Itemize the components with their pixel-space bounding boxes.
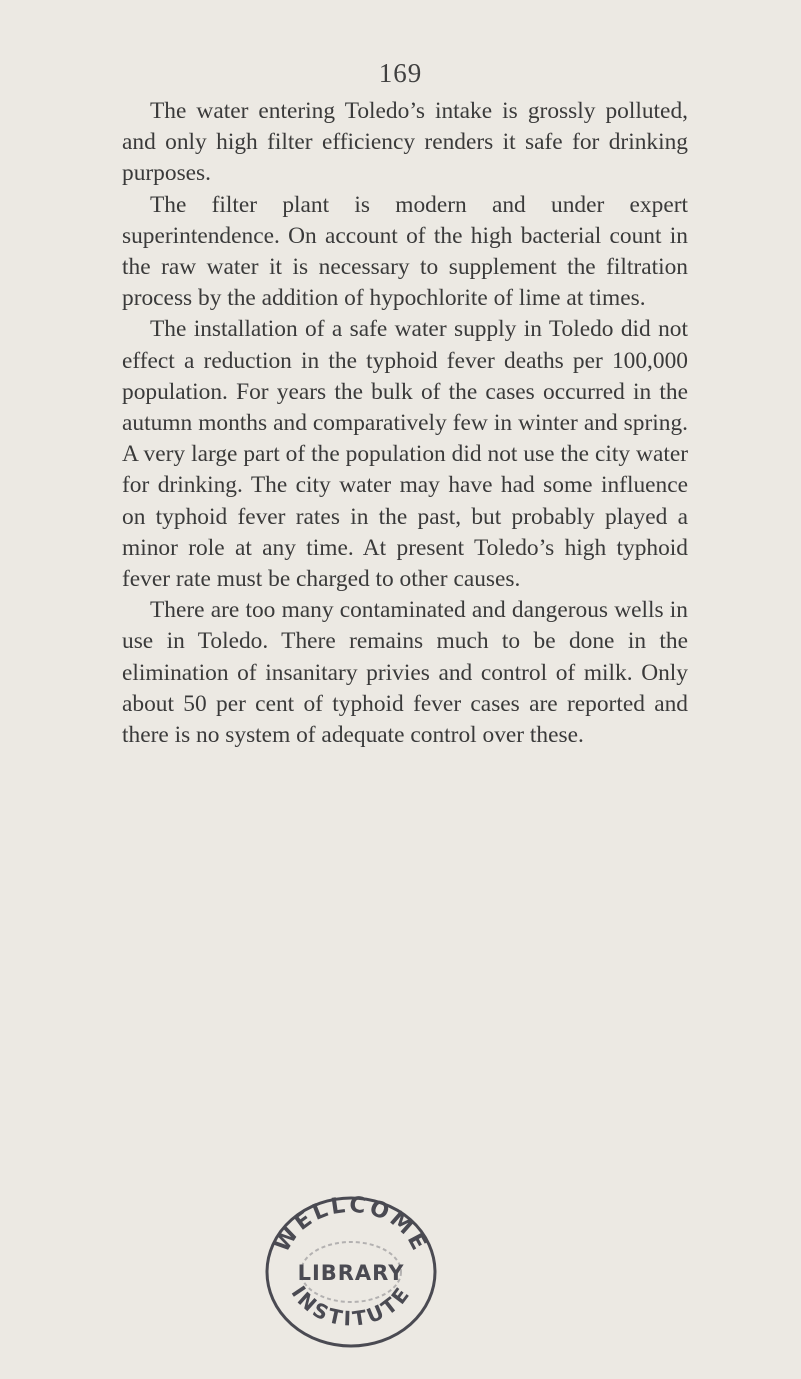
library-stamp xyxy=(256,1188,446,1352)
paragraph-2: The filter plant is modern and under expert superintendence. On account of the high bacterial count in the raw water it is necessary to supplement the filtration process by the addition of hypochlorite of lime at times. xyxy=(122,191,688,312)
library-stamp-seal xyxy=(256,1188,446,1352)
body-text xyxy=(122,96,688,751)
page-number: 169 xyxy=(378,58,423,88)
paragraph-3: The installation of a safe water supply in Toledo did not effect a reduction in the typhoid fever deaths per 100,000 population. For years the bulk of the cases occurred in the autumn months and comparatively few in winter and spring. A very large part of the population did not use the city water for drinking. The city water may have had some influence on typhoid fever rates in the past, but probably played a minor role at any time. At present Toledo’s high typhoid fever rate must be charged to other causes. xyxy=(122,316,688,593)
svg-text:WELLCOME xyxy=(270,1193,433,1257)
paragraph-1: The water entering Toledo’s intake is grossly polluted, and only high filter efficiency renders it safe for drinking purposes. xyxy=(122,98,688,187)
stamp-bottom-text: INSTITUTE xyxy=(286,1280,416,1331)
svg-text:INSTITUTE xyxy=(287,1281,416,1331)
stamp-top-text: WELLCOME xyxy=(269,1192,433,1257)
stamp-center-text: LIBRARY xyxy=(297,1261,405,1285)
paragraph-4: There are too many contaminated and dangerous wells in use in Toledo. There remains much to be done in the elimination of insanitary privies and control of milk. Only about 50 per cent of typhoid fever cases are reported and there is no system of adequate control over these. xyxy=(122,597,688,749)
